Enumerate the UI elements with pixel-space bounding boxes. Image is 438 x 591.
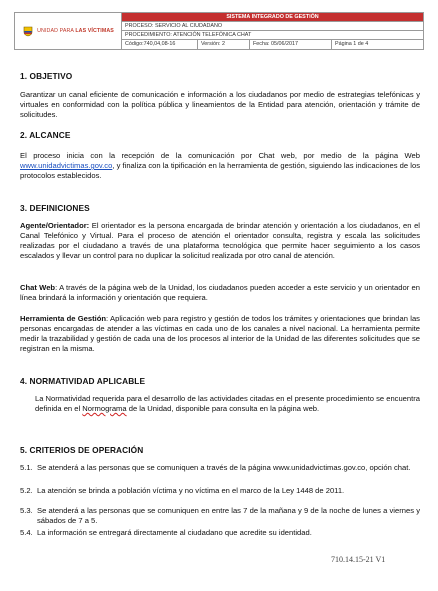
- document-header: [14, 12, 424, 50]
- section-objetivo-text: Garantizar un canal eficiente de comunicación e información a los ciudadanos por medio de estrategias telefónicas y virtuales en conformidad con la política pública y lineamientos de la Entidad para atención, orientación y trámite de solicitudes.: [20, 90, 420, 119]
- process-label: PROCESO: SERVICIO AL CIUDADANO: [122, 22, 423, 31]
- section-objetivo-title: 1. OBJETIVO: [20, 71, 73, 81]
- definition-agente: Agente/Orientador: El orientador es la persona encargada de brindar atención y orientación a los ciudadanos, en el Canal Telefónico y Virtual. Para el proceso de atención el orientador consulta, registra y escala las solicitudes realizadas por el ciudadano a través de una plataforma tecnológica que permite hacer seguimiento a los casos escalados y llevar un control para no duplicar la solicitud realizada por otro canal de atención.: [20, 221, 420, 260]
- definition-herramienta: Herramienta de Gestión: Aplicación web para registro y gestión de todos los trámites y orientaciones que brindan las personas encargadas de atender a las víctimas en cada uno de los canales a nivel nacional. La herramienta permite medir la trazabilidad y gestión de cada una de los procesos al interior de la Unidad de las diferentes solicitudes que se registran en la misma.: [20, 314, 420, 353]
- footer-document-code: 710.14.15-21 V1: [331, 555, 386, 564]
- doc-date: Fecha: 05/06/2017: [250, 40, 332, 49]
- definition-chat-web: Chat Web: A través de la página web de la Unidad, los ciudadanos pueden acceder a este servicio y un orientador en línea brindará la información y orientación que requiera.: [20, 283, 420, 302]
- logo-text: UNIDAD PARA LAS VÍCTIMAS: [37, 28, 114, 34]
- criteria-item: 5.4. La información se entregará directamente al ciudadano que acredite su identidad.: [20, 528, 312, 537]
- section-criterios-title: 5. CRITERIOS DE OPERACIÓN: [20, 445, 144, 455]
- section-definiciones-title: 3. DEFINICIONES: [20, 203, 90, 213]
- section-normatividad-text: La Normatividad requerida para el desarrollo de las actividades citadas en el presente procedimiento se encuentra definida en el Normograma de la Unidad, disponible para consulta en la página web.: [35, 394, 420, 413]
- section-alcance-title: 2. ALCANCE: [20, 130, 71, 140]
- coat-of-arms-icon: [22, 25, 34, 37]
- criteria-item: 5.2. La atención se brinda a población víctima y no víctima en el marco de la Ley 1448 de 2011.: [20, 486, 345, 495]
- procedure-label: PROCEDIMIENTO: ATENCIÓN TELEFÓNICA CHAT: [122, 31, 423, 40]
- meta-row: [122, 40, 423, 49]
- doc-page: Página 1 de 4: [335, 41, 369, 47]
- section-normatividad-title: 4. NORMATIVIDAD APLICABLE: [20, 376, 146, 386]
- criteria-item: 5.1. Se atenderá a las personas que se comuniquen a través de la página www.unidadvictimas.gov.co, opción chat.: [20, 463, 411, 472]
- system-title: SISTEMA INTEGRADO DE GESTIÓN: [122, 13, 423, 22]
- doc-code: Código:740,04,08-16: [122, 40, 198, 49]
- website-link[interactable]: www.unidadvictimas.gov.co: [20, 161, 113, 170]
- doc-version: Versión: 2: [198, 40, 250, 49]
- logo: [15, 13, 122, 49]
- criteria-item: 5.3. Se atenderá a las personas que se comuniquen en entre las 7 de la mañana y 9 de la noche de lunes a viernes y sábados de 7 a 5.: [20, 506, 420, 525]
- section-alcance-text: El proceso inicia con la recepción de la comunicación por Chat web, por medio de la página Web www.unidadvictimas.gov.co, y finaliza con la tipificación en la herramienta de gestión, siguiendo las indicaciones de los protocolos establecidos.: [20, 151, 420, 180]
